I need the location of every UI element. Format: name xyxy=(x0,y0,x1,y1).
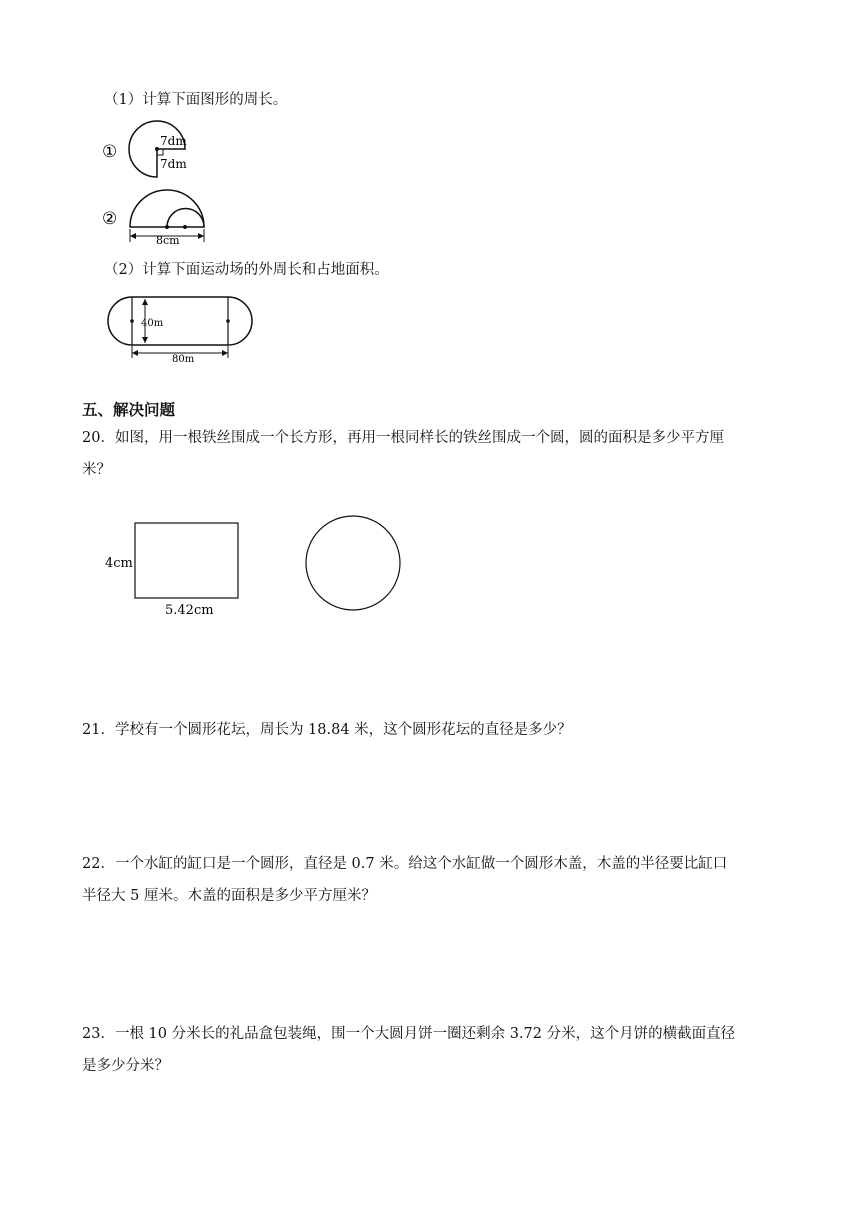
q22-text-line2: 半径大 5 厘米。木盖的面积是多少平方厘米？ xyxy=(82,888,376,904)
height-arrow-bottom xyxy=(142,337,148,343)
q21-text: 21．学校有一个圆形花坛，周长为 18.84 米，这个圆形花坛的直径是多少？ xyxy=(82,722,572,738)
q20-text-line2: 米？ xyxy=(82,462,111,478)
stadium-shape xyxy=(108,297,252,345)
rectangle-and-circle-figure xyxy=(100,510,410,622)
section-heading: 五、解决问题 xyxy=(82,401,176,419)
small-semicircle-shape xyxy=(167,209,204,228)
width-arrow-right xyxy=(222,350,228,356)
radius-label-bottom: 7dm xyxy=(160,157,187,171)
figure2-marker: ② xyxy=(102,209,118,229)
q23-text-line2: 是多少分米？ xyxy=(82,1058,169,1074)
width-label: 8cm xyxy=(156,234,180,247)
dim-arrow-left xyxy=(130,233,136,239)
rect-height-label: 4cm xyxy=(105,556,133,571)
three-quarter-circle-figure xyxy=(100,114,210,178)
right-center-dot xyxy=(226,319,230,323)
semicircle-figure xyxy=(100,182,220,248)
small-center-dot xyxy=(183,225,187,229)
figure1-marker: ① xyxy=(102,142,118,162)
dim-arrow-right xyxy=(198,233,204,239)
radius-label-top: 7dm xyxy=(160,134,187,148)
stadium-figure xyxy=(100,290,260,364)
circle-shape xyxy=(306,516,400,610)
height-arrow-top xyxy=(142,299,148,305)
large-semicircle-shape xyxy=(130,190,204,227)
height-label: 40m xyxy=(141,318,164,329)
q20-text-line1: 20．如图，用一根铁丝围成一个长方形，再用一根同样长的铁丝围成一个圆，圆的面积是多少平方厘 xyxy=(82,430,724,446)
rectangle-shape xyxy=(135,523,238,598)
rect-width-label: 5.42cm xyxy=(165,603,214,618)
q23-text-line1: 23．一根 10 分米长的礼品盒包装绳，围一个大圆月饼一圈还剩余 3.72 分米，这个月饼的横截面直径 xyxy=(82,1026,736,1042)
left-center-dot xyxy=(130,319,134,323)
q22-text-line1: 22．一个水缸的缸口是一个圆形，直径是 0.7 米。给这个水缸做一个圆形木盖，木盖的半径要比缸口 xyxy=(82,856,728,872)
width-arrow-left xyxy=(132,350,138,356)
large-center-dot xyxy=(165,225,169,229)
q1-instruction: （1）计算下面图形的周长。 xyxy=(104,92,288,108)
width-label: 80m xyxy=(172,354,195,364)
q2-instruction: （2）计算下面运动场的外周长和占地面积。 xyxy=(104,262,389,278)
